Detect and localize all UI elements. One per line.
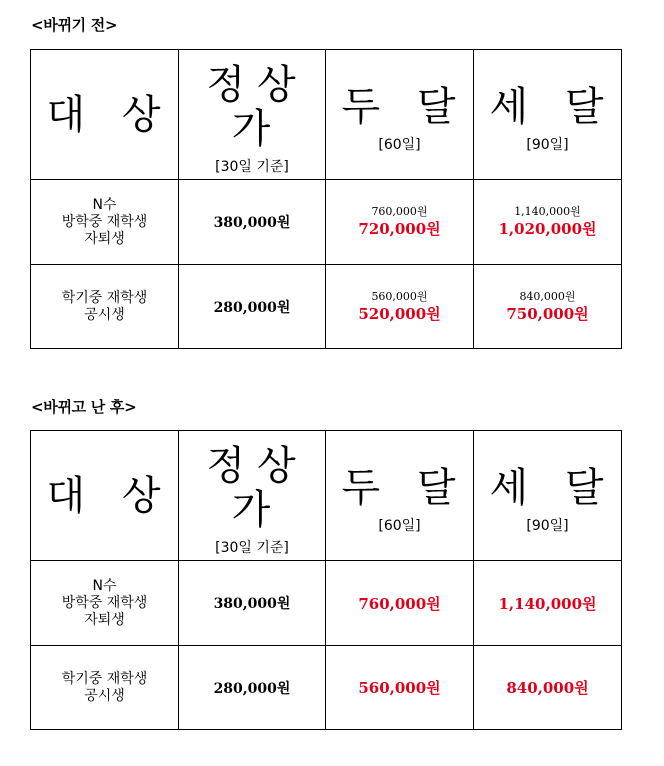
three-months-price-cell	[474, 265, 622, 349]
header-two-months-sub: [60일]	[378, 136, 421, 153]
header-regular-label: 정상가	[206, 61, 308, 152]
regular-price-cell	[179, 265, 326, 349]
header-three-months-sub: [90일]	[526, 517, 569, 534]
table-header-row	[31, 50, 622, 180]
header-target-label: 대 상	[46, 472, 173, 519]
price: 560,000원	[358, 679, 441, 697]
regular-price-cell	[179, 180, 326, 265]
original-price: 1,140,000원	[514, 205, 581, 218]
price: 1,140,000원	[498, 594, 597, 613]
original-price: 560,000원	[371, 289, 428, 303]
two-months-price-cell	[326, 180, 474, 265]
header-regular-sub: [30일 기준]	[215, 158, 289, 175]
price: 840,000원	[506, 679, 589, 697]
header-target-label: 대 상	[46, 91, 173, 138]
three-months-price-cell	[474, 561, 622, 646]
target-line: 방학중 재학생	[61, 594, 148, 611]
header-target	[31, 50, 179, 180]
header-target	[31, 431, 179, 561]
discount-price: 720,000원	[358, 220, 441, 238]
header-regular	[179, 431, 326, 561]
target-line: 학기중 재학생	[61, 670, 148, 687]
header-two-months	[326, 50, 474, 180]
target-line: 자퇴생	[84, 230, 125, 247]
target-line: 자퇴생	[84, 611, 125, 628]
target-line: N수	[92, 196, 117, 213]
discount-price: 520,000원	[358, 304, 441, 323]
header-two-months-sub: [60일]	[378, 517, 421, 534]
target-line: 공시생	[84, 306, 125, 323]
header-three-months	[474, 50, 622, 180]
regular-price: 380,000원	[213, 215, 291, 231]
regular-price-cell	[179, 646, 326, 730]
table-header-row	[31, 431, 622, 561]
table-row	[31, 180, 622, 265]
price-table-after	[30, 430, 622, 730]
header-regular-label: 정상가	[206, 442, 308, 533]
target-line: 방학중 재학생	[61, 213, 148, 230]
header-three-months-sub: [90일]	[526, 136, 569, 153]
original-price: 760,000원	[371, 205, 428, 218]
target-cell	[31, 265, 179, 349]
header-regular	[179, 50, 326, 180]
header-three-months	[474, 431, 622, 561]
original-price: 840,000원	[519, 289, 576, 303]
two-months-price-cell	[326, 646, 474, 730]
two-months-price-cell	[326, 265, 474, 349]
price-table-before	[30, 49, 622, 349]
header-three-months-label: 세 달	[489, 83, 616, 130]
discount-price: 1,020,000원	[498, 220, 597, 238]
caption-after: <바뀌고 난 후>	[31, 398, 137, 416]
table-row	[31, 561, 622, 646]
header-two-months-label: 두 달	[341, 464, 468, 511]
header-regular-sub: [30일 기준]	[215, 539, 289, 556]
target-cell	[31, 561, 179, 646]
header-two-months	[326, 431, 474, 561]
target-line: 학기중 재학생	[61, 289, 148, 306]
caption-before: <바뀌기 전>	[31, 16, 118, 34]
three-months-price-cell	[474, 646, 622, 730]
regular-price-cell	[179, 561, 326, 646]
header-three-months-label: 세 달	[489, 464, 616, 511]
header-two-months-label: 두 달	[341, 83, 468, 130]
target-line: N수	[92, 577, 117, 594]
price: 760,000원	[358, 594, 441, 613]
regular-price: 280,000원	[213, 299, 291, 316]
table-row	[31, 265, 622, 349]
two-months-price-cell	[326, 561, 474, 646]
discount-price: 750,000원	[506, 304, 589, 323]
table-row	[31, 646, 622, 730]
target-cell	[31, 180, 179, 265]
target-line: 공시생	[84, 687, 125, 704]
three-months-price-cell	[474, 180, 622, 265]
target-cell	[31, 646, 179, 730]
regular-price: 380,000원	[213, 596, 291, 612]
regular-price: 280,000원	[213, 680, 291, 697]
